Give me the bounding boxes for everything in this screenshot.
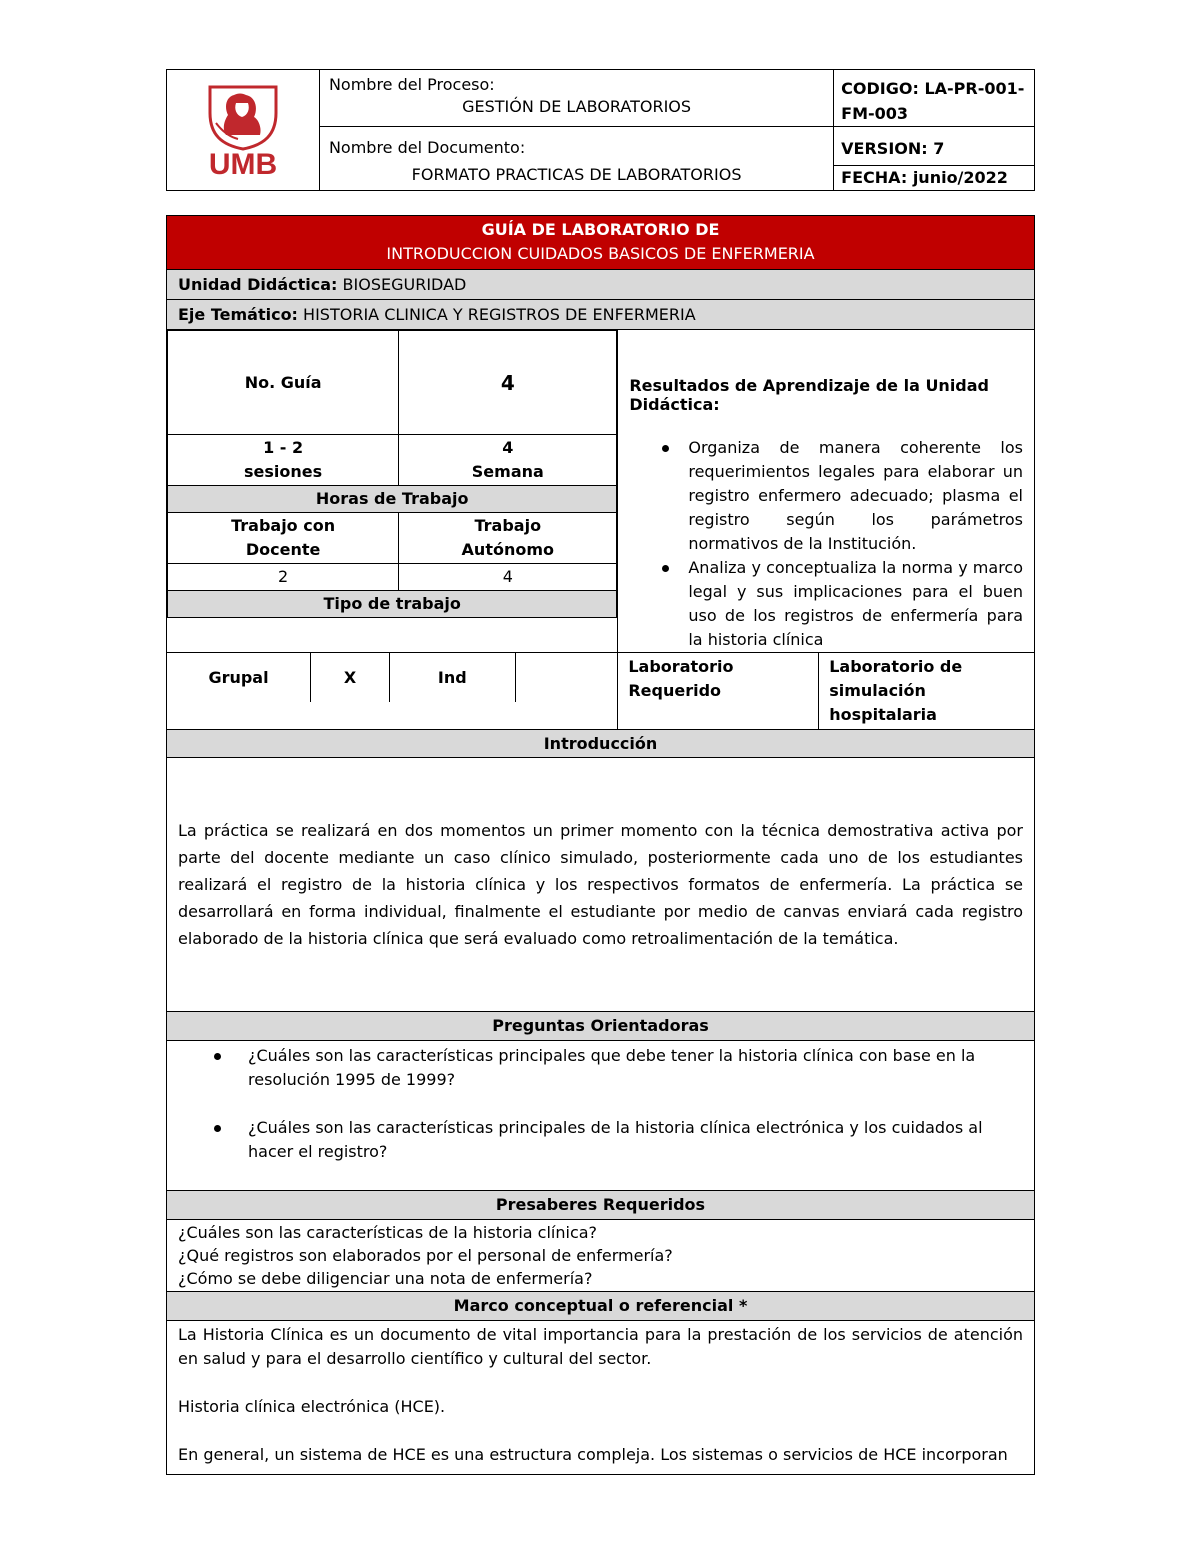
marco-paragraph-1: La Historia Clínica es un documento de vital importancia para la prestación de los servicios de atención en salud y para el desarrollo científico y cultural del sector. [178,1325,1023,1368]
resultados-list [629,436,1023,652]
semana-cell: 4 Semana [399,435,617,486]
document-value: FORMATO PRACTICAS DE LABORATORIOS [411,165,742,184]
marco-title: Marco conceptual o referencial * [167,1292,1035,1321]
tipo-label: Tipo de trabajo [168,591,617,618]
version-value: VERSION: 7 [834,127,1034,166]
lab-req-value: Laboratorio de simulación hospitalaria [829,657,963,724]
sesiones-cell: 1 - 2 sesiones [168,435,399,486]
guide-info-block [167,330,618,653]
list-item: ¿Cuáles son las características de la historia clínica? [178,1223,598,1242]
presaberes-title: Presaberes Requeridos [167,1191,1035,1220]
unidad-row [167,270,1035,300]
process-value: GESTIÓN DE LABORATORIOS [462,97,692,116]
document-cell [319,127,833,191]
docente-cell: Trabajo con Docente [168,513,399,564]
guide-title-line1: GUÍA DE LABORATORIO DE [481,220,720,239]
no-guia-value: 4 [399,331,617,435]
lab-row [618,653,1035,730]
process-label: Nombre del Proceso: [328,75,495,94]
unidad-label: Unidad Didáctica: [178,275,338,294]
code-cell: CODIGO: LA-PR-001-FM-003 [834,70,1035,127]
date-value: FECHA: junio/2022 [841,168,1008,187]
autonomo-cell: Trabajo Autónomo [399,513,617,564]
horas-label: Horas de Trabajo [168,486,617,513]
list-item: ¿Cómo se debe diligenciar una nota de enfermería? [178,1269,593,1288]
docente-hours: 2 [168,564,399,591]
bullet-icon [662,565,669,572]
unidad-value: BIOSEGURIDAD [342,275,467,294]
list-item: Organiza de manera coherente los requerimientos legales para elaborar un registro enfermero adecuado; plasma el registro según los parámetros normativos de la Institución. [618,436,1023,556]
document-header [166,69,1035,191]
marco-cell [167,1321,1035,1475]
umb-logo [176,73,310,183]
process-cell [319,70,833,127]
eje-row [167,300,1035,330]
introduccion-text: La práctica se realizará en dos momentos un primer momento con la técnica demostrativa activa por parte del docente mediante un caso clínico simulado, posteriormente cada uno de los estudiantes realizará el registro de la historia clínica y los respectivos formatos de enfermería. La práctica se desarrollará en forma individual, finalmente el estudiante por medio de canvas enviará cada registro elaborado de la historia clínica que será evaluado como retroalimentación de la temática. [167,758,1035,1012]
logo-text: UMB [208,148,278,181]
no-guia-label: No. Guía [168,331,399,435]
bullet-icon [214,1125,221,1132]
resultados-cell [618,330,1035,653]
ind-label: Ind [389,653,515,702]
marco-paragraph-3: En general, un sistema de HCE es una estructura compleja. Los sistemas o servicios de HCE incorporan [178,1445,1008,1464]
preguntas-cell [167,1041,1035,1191]
tipo-row [167,653,618,730]
list-item: Analiza y conceptualiza la norma y marco legal y sus implicaciones para el buen uso de los registros de enfermería para la historia clínica [618,556,1023,652]
document-label: Nombre del Documento: [328,138,526,157]
grupal-mark: X [311,653,390,702]
autonomo-hours: 4 [399,564,617,591]
resultados-title: Resultados de Aprendizaje de la Unidad Didáctica: [629,376,990,414]
guide-table [166,215,1035,1475]
presaberes-cell [167,1220,1035,1292]
marco-paragraph-2: Historia clínica electrónica (HCE). [178,1397,446,1416]
umb-emblem-icon [210,87,276,149]
list-item: ¿Qué registros son elaborados por el personal de enfermería? [178,1246,673,1265]
grupal-label: Grupal [167,653,311,702]
preguntas-list [178,1044,1016,1164]
list-item: ¿Cuáles son las características principales que debe tener la historia clínica con base en la resolución 1995 de 1999? [178,1044,1016,1092]
ind-mark [515,653,617,702]
preguntas-title: Preguntas Orientadoras [167,1012,1035,1041]
bullet-icon [662,445,669,452]
eje-value: HISTORIA CLINICA Y REGISTROS DE ENFERMERIA [303,305,696,324]
list-item: ¿Cuáles son las características principales de la historia clínica electrónica y los cuidados al hacer el registro? [178,1116,1016,1164]
guide-title [167,216,1035,270]
lab-req-label: Laboratorio Requerido [618,653,818,729]
bullet-icon [214,1053,221,1060]
guide-title-line2: INTRODUCCION CUIDADOS BASICOS DE ENFERMERIA [386,244,815,263]
eje-label: Eje Temático: [178,305,298,324]
introduccion-title: Introducción [167,730,1035,758]
logo-cell [167,70,320,191]
